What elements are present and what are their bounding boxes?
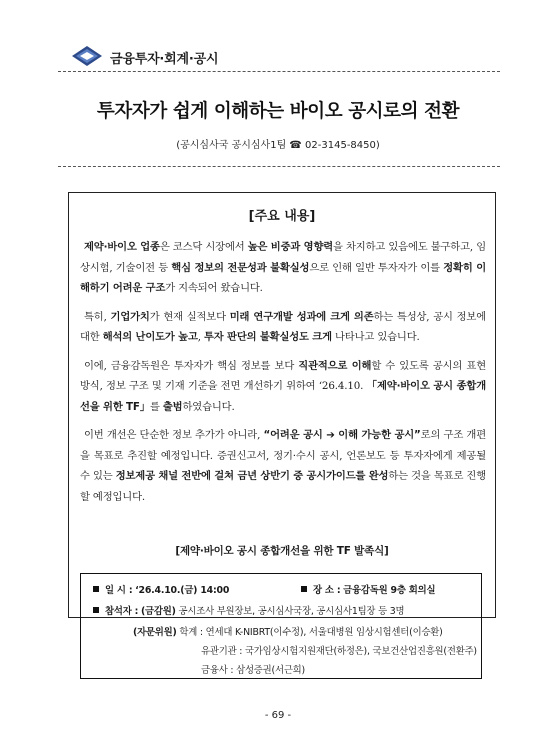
event-place-row: [301, 582, 435, 596]
place-value: 금융감독원 9층 회의실: [343, 585, 436, 596]
summary-paragraphs: [80, 237, 486, 515]
place-label: 장 소 :: [313, 585, 341, 596]
date-label: 일 시 :: [105, 585, 133, 596]
body-text: 로의 구조 개편을 목표로 추진할 예정입니다. 증권신고서, 정기·수시 공시, 언론보도 등 투자자에게 제공될 수 있는: [80, 429, 486, 482]
bullet-icon: [301, 586, 307, 592]
body-text: 를: [149, 400, 163, 413]
emphasis-text: 직관적으로 이해: [298, 359, 372, 372]
attendees-fss-label: (금감원): [140, 606, 176, 617]
event-date-row: [93, 582, 229, 596]
body-text: 하였습니다.: [182, 400, 235, 413]
section-header: [60, 44, 500, 70]
emphasis-text: 정보제공 채널 전반에 걸쳐 금년 상반기 중 공시가이드를 완성: [115, 470, 389, 482]
body-text: 특히,: [84, 310, 111, 323]
page-number: - 69 -: [264, 710, 292, 721]
bullet-icon: [93, 607, 99, 613]
attendees-fss-value: 공시조사 부원장보, 공시심사국장, 공시심사1팀장 등 3명: [178, 606, 405, 617]
emphasis-text: 출범: [162, 400, 183, 413]
body-text: 으로 인해 일반 투자자가 이를: [309, 261, 444, 274]
body-text: 하는 것을 목표로 진행할 예정입니다.: [80, 470, 486, 503]
attendees-row: [93, 603, 404, 617]
summary-paragraph: [80, 425, 486, 507]
body-text: 할 수 있도록 공시의 표현 방식, 정보 구조 및 기재 기준을 전면 개선하기 위하여 ‘26.4.10.: [80, 359, 486, 392]
advisors-finance: 금융사 : 삼성증권(서근희): [201, 665, 305, 676]
emphasis-text: 제약·바이오 업종: [84, 241, 160, 253]
advisors-row: [133, 624, 443, 638]
advisors-agencies: 유관기관 : 국가임상시험지원재단(하정은), 국보건산업진흥원(전환주): [201, 646, 477, 657]
body-text: 가 현재 실적보다: [149, 310, 230, 323]
emphasis-text: 핵심 정보의 전문성과 불확실성: [171, 261, 310, 274]
emphasis-text: 높은 비중과 영향력: [247, 241, 334, 253]
body-text: 은 코스닥 시장에서: [159, 241, 248, 253]
emphasis-text: 기업가치: [110, 310, 150, 323]
summary-paragraph: [80, 307, 486, 348]
date-value: ‘26.4.10.(금) 14:00: [135, 585, 230, 596]
logo-icon: [70, 44, 104, 68]
summary-paragraph: [80, 356, 486, 418]
advisors-label: (자문위원): [133, 627, 177, 638]
body-text: 하는 특성상, 공시 정보에 대한: [80, 310, 487, 343]
category-label: 금융투자·회계·공시: [110, 52, 219, 67]
title-divider: [58, 166, 500, 167]
emphasis-text: “어려운 공시 ➔ 이해 가능한 공시”: [263, 429, 421, 441]
event-info-box: [80, 573, 482, 679]
contact-info: (공시심사국 공시심사1팀 ☎ 02-3145-8450): [176, 140, 380, 151]
emphasis-text: 투자 판단의 불확실성도 크게: [204, 331, 332, 343]
emphasis-text: 해석의 난이도가 높고: [102, 331, 198, 343]
summary-paragraph: [80, 237, 486, 299]
attendees-label: 참석자 :: [105, 606, 139, 617]
summary-heading: [주요 내용]: [248, 209, 316, 224]
page-title: 투자자가 쉽게 이해하는 바이오 공시로의 전환: [96, 101, 460, 122]
emphasis-text: 「제약·바이오 공시 종합개선을 위한 TF」: [80, 380, 486, 413]
body-text: 이번 개선은 단순한 정보 추가가 아니라,: [84, 429, 264, 441]
bullet-icon: [93, 586, 99, 592]
body-text: 가 지속되어 왔습니다.: [165, 282, 263, 294]
advisors-academia: 학계 : 연세대 K-NIBRT(이수정), 서울대병원 임상시험센터(이승환): [179, 627, 443, 638]
summary-box: [68, 192, 496, 618]
body-text: 나타나고 있습니다.: [331, 331, 420, 343]
body-text: 이에, 금융감독원은 투자자가 핵심 정보를 보다: [84, 359, 299, 372]
body-text: 을 차지하고 있음에도 불구하고, 임상시험, 기술이전 등: [80, 241, 486, 274]
event-heading: [제약·바이오 공시 종합개선을 위한 TF 발족식]: [175, 545, 389, 557]
top-divider: [58, 71, 500, 72]
body-text: ,: [197, 331, 205, 343]
emphasis-text: 정확히 이해하기 어려운 구조: [80, 261, 486, 294]
emphasis-text: 미래 연구개발 성과에 크게 의존: [229, 310, 374, 323]
